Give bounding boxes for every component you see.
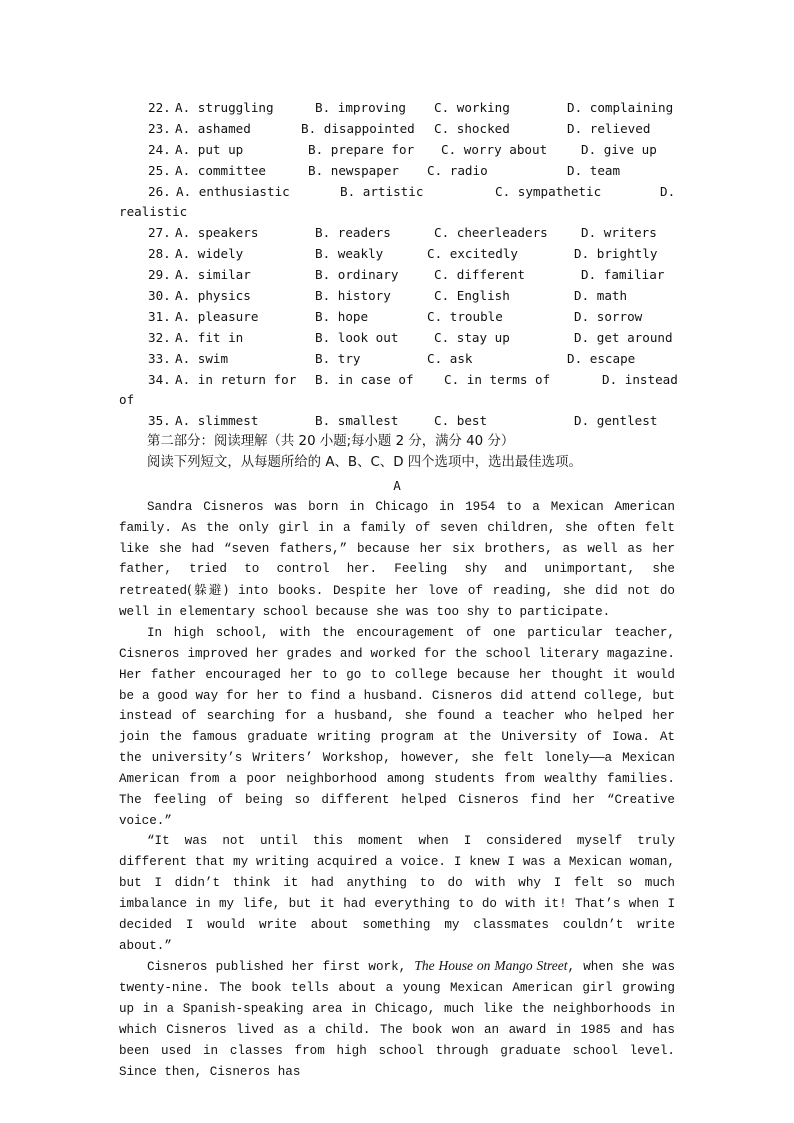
option-row <box>119 161 675 182</box>
question-number: 29. <box>148 267 171 283</box>
choice-a: A. committee <box>175 162 266 178</box>
choice-d: D. team <box>567 162 621 178</box>
paragraph-4-start: Cisneros published her first work, <box>147 960 415 975</box>
choice-d: D. give up <box>581 141 657 157</box>
question-number: 31. <box>148 308 171 324</box>
question-number: 34. <box>148 371 171 387</box>
paragraph-4-end: , when she was twenty-nine. The book tells about a young Mexican American girl growing up in a Spanish-speaking area in Chicago, much like the neighborhoods in which Cisneros lived as a child. The book won an award in 1985 and has been used in classes from high school through graduate school level. Since then, Cisneros has <box>119 960 676 1079</box>
book-title: The House on Mango Street <box>414 958 568 974</box>
choice-b: B. prepare for <box>308 141 415 157</box>
option-row <box>119 182 675 203</box>
passage-paragraph-2: In high school, with the encouragement of one particular teacher, Cisneros improved her grades and worked for the school literary magazine. Her father encouraged her to go to college because her thought it would be a good way for her to find a husband. Cisneros did attend college, but instead of searching for a husband, she found a teacher who helped her join the famous graduate writing program at the University of Iowa. At the university’s Writers’ Workshop, however, she felt lonely——a Mexican American from a poor neighborhood among students from wealthy families. The feeling of being so different helped Cisneros find her “Creative voice.” <box>119 625 675 828</box>
choice-c: C. stay up <box>434 329 510 345</box>
choice-a: A. put up <box>175 141 244 157</box>
choice-a: A. enthusiastic <box>176 183 290 199</box>
question-number: 23. <box>148 120 171 136</box>
option-row <box>119 349 675 370</box>
option-row <box>119 411 675 432</box>
section-instruction: 阅读下列短文，从每题所给的 A、B、C、D 四个选项中，选出最佳选项。 <box>147 455 582 471</box>
question-number: 24. <box>148 141 171 157</box>
option-row <box>119 307 675 328</box>
choice-b: B. smallest <box>315 413 399 429</box>
paragraph-1-gloss: (躲避) <box>187 582 229 598</box>
choice-b: B. hope <box>315 308 369 324</box>
choice-a: A. fit in <box>175 329 244 345</box>
choice-d: D. get around <box>574 329 673 345</box>
choice-a: A. ashamed <box>175 120 251 136</box>
choice-b: B. weakly <box>315 246 384 262</box>
choice-c: C. shocked <box>434 120 510 136</box>
paragraph-1-text: Sandra Cisneros was born in Chicago in 1954 to a Mexican American family. As the only girl in a family of seven children, she often felt like she had “seven fathers,” because her six brothers, as well as her father, tried to control her. Feeling shy and unimportant, she retreated <box>119 499 675 599</box>
choice-b: B. try <box>315 350 361 366</box>
choice-a: A. struggling <box>175 100 274 115</box>
choice-c: C. ask <box>427 350 473 366</box>
option-row <box>119 244 675 265</box>
option-row <box>119 223 675 244</box>
choice-d-continued: realistic <box>119 204 188 220</box>
choice-b: B. newspaper <box>308 162 399 178</box>
choice-c: C. working <box>434 100 510 115</box>
choice-a: A. similar <box>175 267 251 283</box>
document-page <box>119 98 678 1083</box>
option-row <box>119 265 675 286</box>
section-heading: 第二部分：阅读理解（共 20 小题;每小题 2 分，满分 40 分） <box>147 434 515 450</box>
choice-d: D. relieved <box>567 120 651 136</box>
choice-d: D. escape <box>567 350 636 366</box>
passage-label: A <box>393 478 401 494</box>
choice-a: A. in return for <box>175 371 297 387</box>
question-number: 32. <box>148 329 171 345</box>
choice-c: C. in terms of <box>444 371 551 387</box>
choice-d: D. complaining <box>567 100 674 115</box>
passage-paragraph-3: “It was not until this moment when I considered myself truly different that my writing acquired a voice. I knew I was a Mexican woman, but I didn’t think it had anything to do with why I felt so much imbalance in my life, but it had everything to do with it! That’s when I decided I would write about something my classmates couldn’t write about.” <box>119 834 675 953</box>
choice-d: D. math <box>574 288 628 304</box>
choice-b: B. improving <box>315 100 406 115</box>
question-number: 28. <box>148 246 171 262</box>
choice-d: D. <box>660 183 676 199</box>
option-row <box>119 119 675 140</box>
question-number: 33. <box>148 350 171 366</box>
choice-d: D. sorrow <box>574 308 643 324</box>
choice-b: B. look out <box>315 329 399 345</box>
question-number: 25. <box>148 162 171 178</box>
choice-b: B. history <box>315 288 391 304</box>
choice-d-continued: of <box>119 392 135 408</box>
choice-c: C. excitedly <box>427 246 518 262</box>
choice-c: C. trouble <box>427 308 503 324</box>
choice-a: A. swim <box>175 350 229 366</box>
option-row <box>119 286 675 307</box>
option-row <box>119 370 678 391</box>
choice-b: B. readers <box>315 225 391 241</box>
option-row <box>119 140 675 161</box>
paragraph-1-end: into books. Despite her love of reading, she did not do well in elementary school because she was too shy to participate. <box>119 584 675 620</box>
choice-c: C. different <box>434 267 525 283</box>
choice-b: B. ordinary <box>315 267 399 283</box>
choice-b: B. artistic <box>340 183 424 199</box>
choice-c: C. worry about <box>441 141 548 157</box>
choice-d: D. gentlest <box>574 413 658 429</box>
choice-d: D. brightly <box>574 246 658 262</box>
passage-paragraph-4 <box>119 956 675 1082</box>
question-number: 26. <box>148 183 171 199</box>
choice-a: A. pleasure <box>175 308 259 324</box>
choice-d: D. instead <box>602 371 678 387</box>
cloze-options-list <box>119 98 678 432</box>
choice-a: A. physics <box>175 288 251 304</box>
choice-a: A. widely <box>175 246 244 262</box>
question-number: 35. <box>148 413 171 429</box>
choice-c: C. best <box>434 413 488 429</box>
question-number: 22. <box>148 100 171 115</box>
choice-c: C. cheerleaders <box>434 225 548 241</box>
choice-c: C. sympathetic <box>495 183 602 199</box>
choice-c: C. radio <box>427 162 488 178</box>
question-number: 27. <box>148 225 171 241</box>
choice-b: B. disappointed <box>301 120 415 136</box>
choice-d: D. familiar <box>581 267 665 283</box>
question-number: 30. <box>148 288 171 304</box>
option-row <box>119 98 675 119</box>
option-row <box>119 328 675 349</box>
choice-b: B. in case of <box>315 371 414 387</box>
choice-c: C. English <box>434 288 510 304</box>
passage-paragraph-1 <box>119 497 675 623</box>
choice-d: D. writers <box>581 225 657 241</box>
choice-a: A. slimmest <box>175 413 259 429</box>
choice-a: A. speakers <box>175 225 259 241</box>
